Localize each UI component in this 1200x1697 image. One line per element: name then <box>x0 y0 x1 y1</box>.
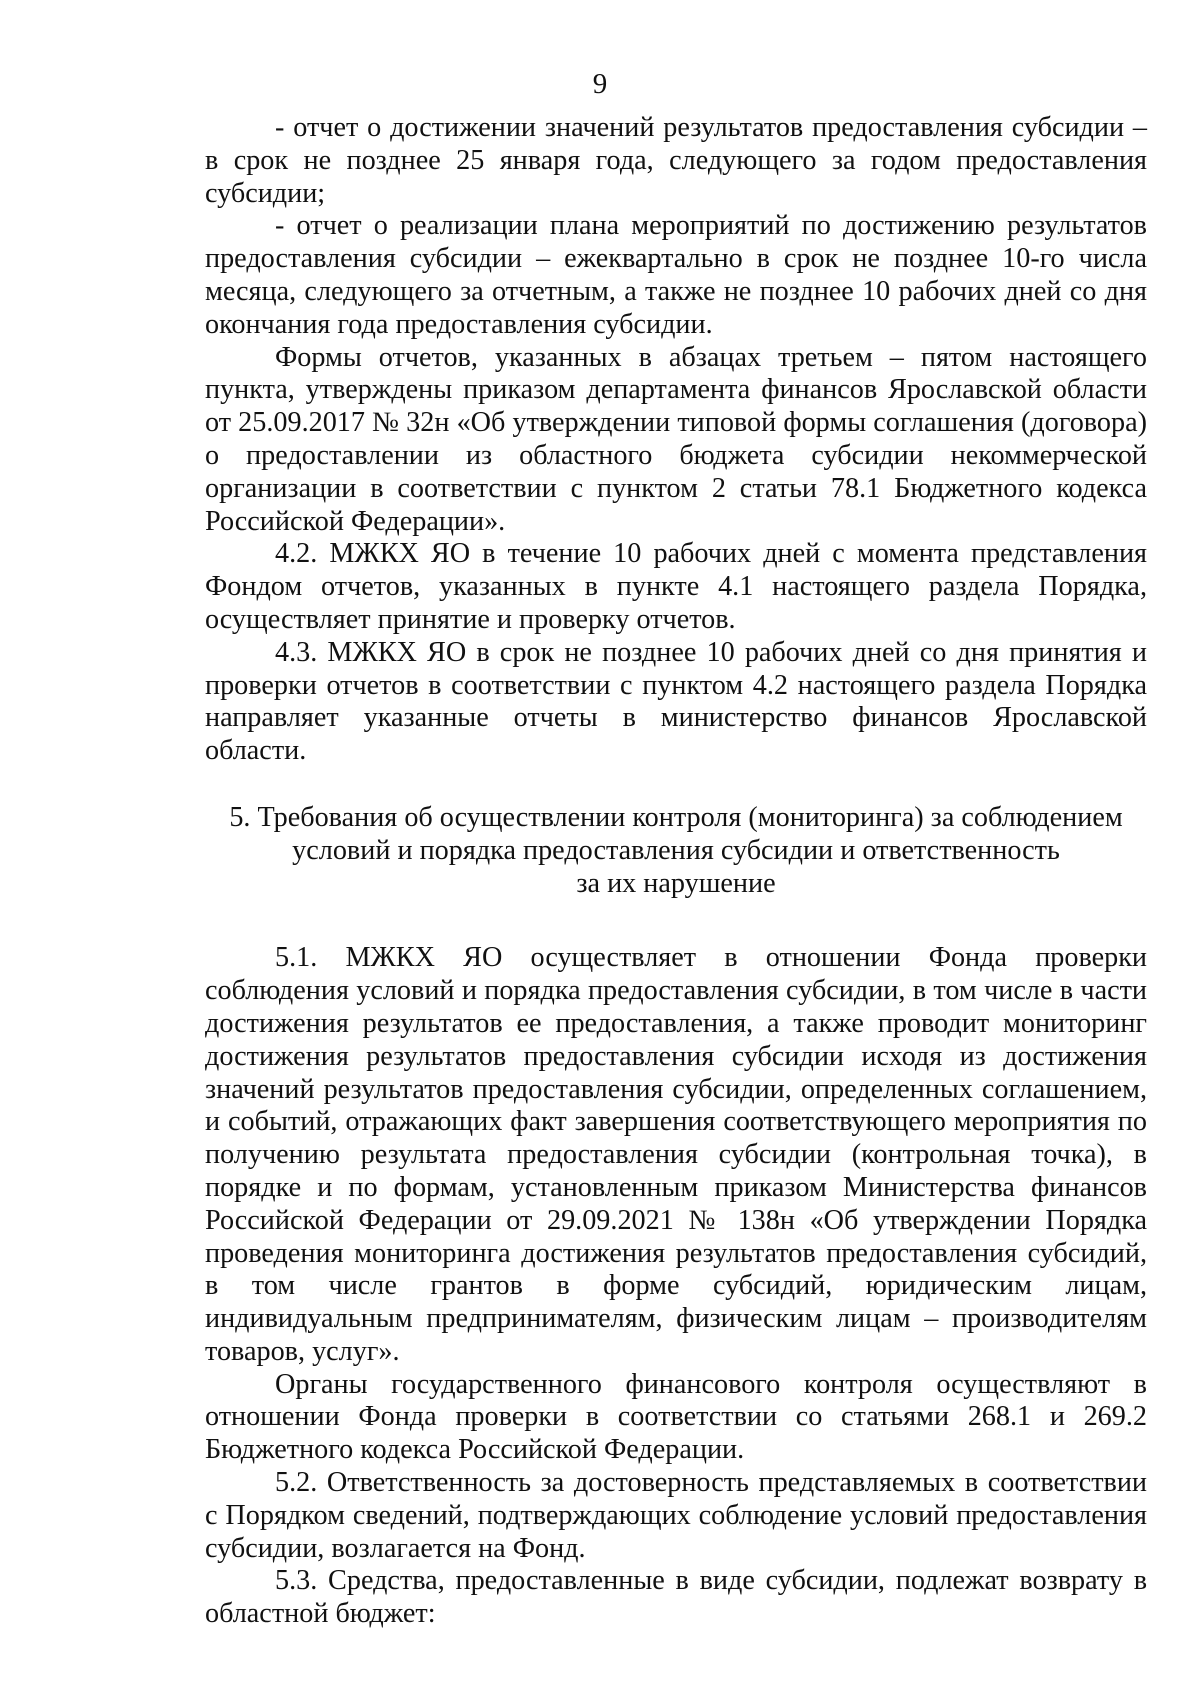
paragraph: 5.2. Ответственность за достоверность представляемых в соответствии с Порядком сведений, подтверждающих соблюдение условий предоставления субсидии, возлагается на Фонд. <box>205 1467 1147 1564</box>
section-heading-line: за их нарушение <box>576 867 776 899</box>
paragraph: Формы отчетов, указанных в абзацах третьем – пятом настоящего пункта, утверждены приказом департамента финансов Ярославской области от 25.09.2017 № 32н «Об утверждении типовой формы соглашения (договора) о предоставлении из областного бюджета субсидии некоммерческой организации в соответствии с пунктом 2 статьи 78.1 Бюджетного кодекса Российской Федерации». <box>205 341 1147 537</box>
page-number: 9 <box>592 68 608 100</box>
section-heading-line: условий и порядка предоставления субсидии и ответственность <box>292 834 1060 866</box>
section-heading <box>205 802 1147 900</box>
paragraph: - отчет о достижении значений результатов предоставления субсидии – в срок не позднее 25 января года, следующего за годом предоставления субсидии; <box>205 112 1147 209</box>
paragraph: 4.2. МЖКХ ЯО в течение 10 рабочих дней с момента представления Фондом отчетов, указанных в пункте 4.1 настоящего раздела Порядка, осуществляет принятие и проверку отчетов. <box>205 538 1147 635</box>
paragraph: 5.1. МЖКХ ЯО осуществляет в отношении Фонда проверки соблюдения условий и порядка предоставления субсидии, в том числе в части достижения результатов ее предоставления, а также проводит мониторинг достижения результатов предоставления субсидии исходя из достижения значений результатов предоставления субсидии, определенных соглашением, и событий, отражающих факт завершения соответствующего мероприятия по получению результата предоставления субсидии (контрольная точка), в порядке и по формам, установленным приказом Министерства финансов Российской Федерации от 29.09.2021 № 138н «Об утверждении Порядка проведения мониторинга достижения результатов предоставления субсидий, в том числе грантов в форме субсидий, юридическим лицам, индивидуальным предпринимателям, физическим лицам – производителям товаров, услуг». <box>205 942 1147 1367</box>
section-heading-line: 5. Требования об осуществлении контроля (мониторинга) за соблюдением <box>229 801 1123 833</box>
paragraph: Органы государственного финансового контроля осуществляют в отношении Фонда проверки в соответствии со статьями 268.1 и 269.2 Бюджетного кодекса Российской Федерации. <box>205 1368 1147 1466</box>
paragraph: - отчет о реализации плана мероприятий по достижению результатов предоставления субсидии – ежеквартально в срок не позднее 10-го числа месяца, следующего за отчетным, а также не позднее 10 рабочих дней со дня окончания года предоставления субсидии. <box>205 210 1147 340</box>
paragraph: 5.3. Средства, предоставленные в виде субсидии, подлежат возврату в областной бюджет: <box>205 1565 1147 1630</box>
document-body <box>205 112 1147 1631</box>
paragraph: 4.3. МЖКХ ЯО в срок не позднее 10 рабочих дней со дня принятия и проверки отчетов в соответствии с пунктом 4.2 настоящего раздела Порядка направляет указанные отчеты в министерство финансов Ярославской области. <box>205 636 1147 767</box>
